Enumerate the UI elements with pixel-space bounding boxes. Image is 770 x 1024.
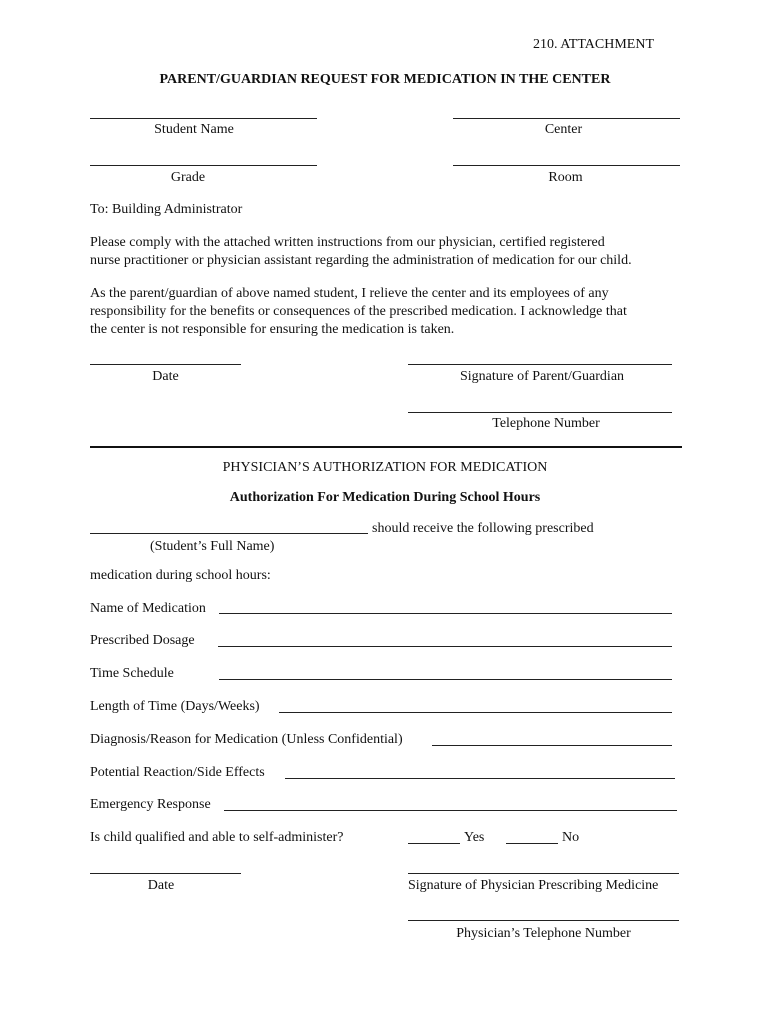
diagnosis-label: Diagnosis/Reason for Medication (Unless Confidential) [90,732,403,747]
parent-date-label: Date [152,369,179,384]
time-schedule-label: Time Schedule [90,666,174,681]
student-full-name-label: (Student’s Full Name) [150,539,275,554]
parent-telephone-field[interactable] [408,412,672,413]
diagnosis-field[interactable] [432,745,672,746]
room-field[interactable] [453,165,680,166]
physician-date-field[interactable] [90,873,241,874]
center-field[interactable] [453,118,680,119]
para2-line3: the center is not responsible for ensuring the medication is taken. [90,322,455,337]
student-name-field[interactable] [90,118,317,119]
parent-signature-field[interactable] [408,364,672,365]
room-label: Room [548,170,583,185]
grade-field[interactable] [90,165,317,166]
parent-signature-label: Signature of Parent/Guardian [459,369,625,384]
physician-section-title: PHYSICIAN’S AUTHORIZATION FOR MEDICATION [222,460,548,475]
medication-during-text: medication during school hours: [90,568,271,583]
section-divider [90,446,682,448]
self-administer-question: Is child qualified and able to self-administer? [90,830,344,845]
emergency-response-field[interactable] [224,810,677,811]
parent-telephone-label: Telephone Number [492,416,600,431]
para1-line2: nurse practitioner or physician assistant regarding the administration of medication for our child. [90,253,632,268]
physician-date-label: Date [147,878,175,893]
name-of-medication-label: Name of Medication [90,601,206,616]
emergency-response-label: Emergency Response [90,797,211,812]
student-full-name-field[interactable] [90,533,368,534]
para1-line1: Please comply with the attached written instructions from our physician, certified registered [90,235,605,250]
side-effects-label: Potential Reaction/Side Effects [90,765,265,780]
prescribed-dosage-field[interactable] [218,646,672,647]
para2-line1: As the parent/guardian of above named student, I relieve the center and its employees of any [90,286,609,301]
physician-section-subtitle: Authorization For Medication During School Hours [229,490,541,505]
prescribed-dosage-label: Prescribed Dosage [90,633,195,648]
name-of-medication-field[interactable] [219,613,672,614]
physician-telephone-label: Physician’s Telephone Number [456,926,631,941]
length-of-time-field[interactable] [279,712,672,713]
no-label: No [562,830,580,845]
physician-telephone-field[interactable] [408,920,679,921]
student-name-label: Student Name [154,122,234,137]
should-receive-text: should receive the following prescribed [372,521,594,536]
attachment-number: 210. ATTACHMENT [533,37,654,52]
to-line: To: Building Administrator [90,202,243,217]
parent-date-field[interactable] [90,364,241,365]
no-field[interactable] [506,843,558,844]
physician-signature-field[interactable] [408,873,679,874]
center-label: Center [544,122,583,137]
form-title: PARENT/GUARDIAN REQUEST FOR MEDICATION IN THE CENTER [159,72,611,87]
yes-field[interactable] [408,843,460,844]
length-of-time-label: Length of Time (Days/Weeks) [90,699,260,714]
yes-label: Yes [464,830,485,845]
time-schedule-field[interactable] [219,679,672,680]
side-effects-field[interactable] [285,778,675,779]
physician-signature-label: Signature of Physician Prescribing Medicine [408,878,659,893]
grade-label: Grade [170,170,206,185]
para2-line2: responsibility for the benefits or consequences of the prescribed medication. I acknowledge that [90,304,627,319]
